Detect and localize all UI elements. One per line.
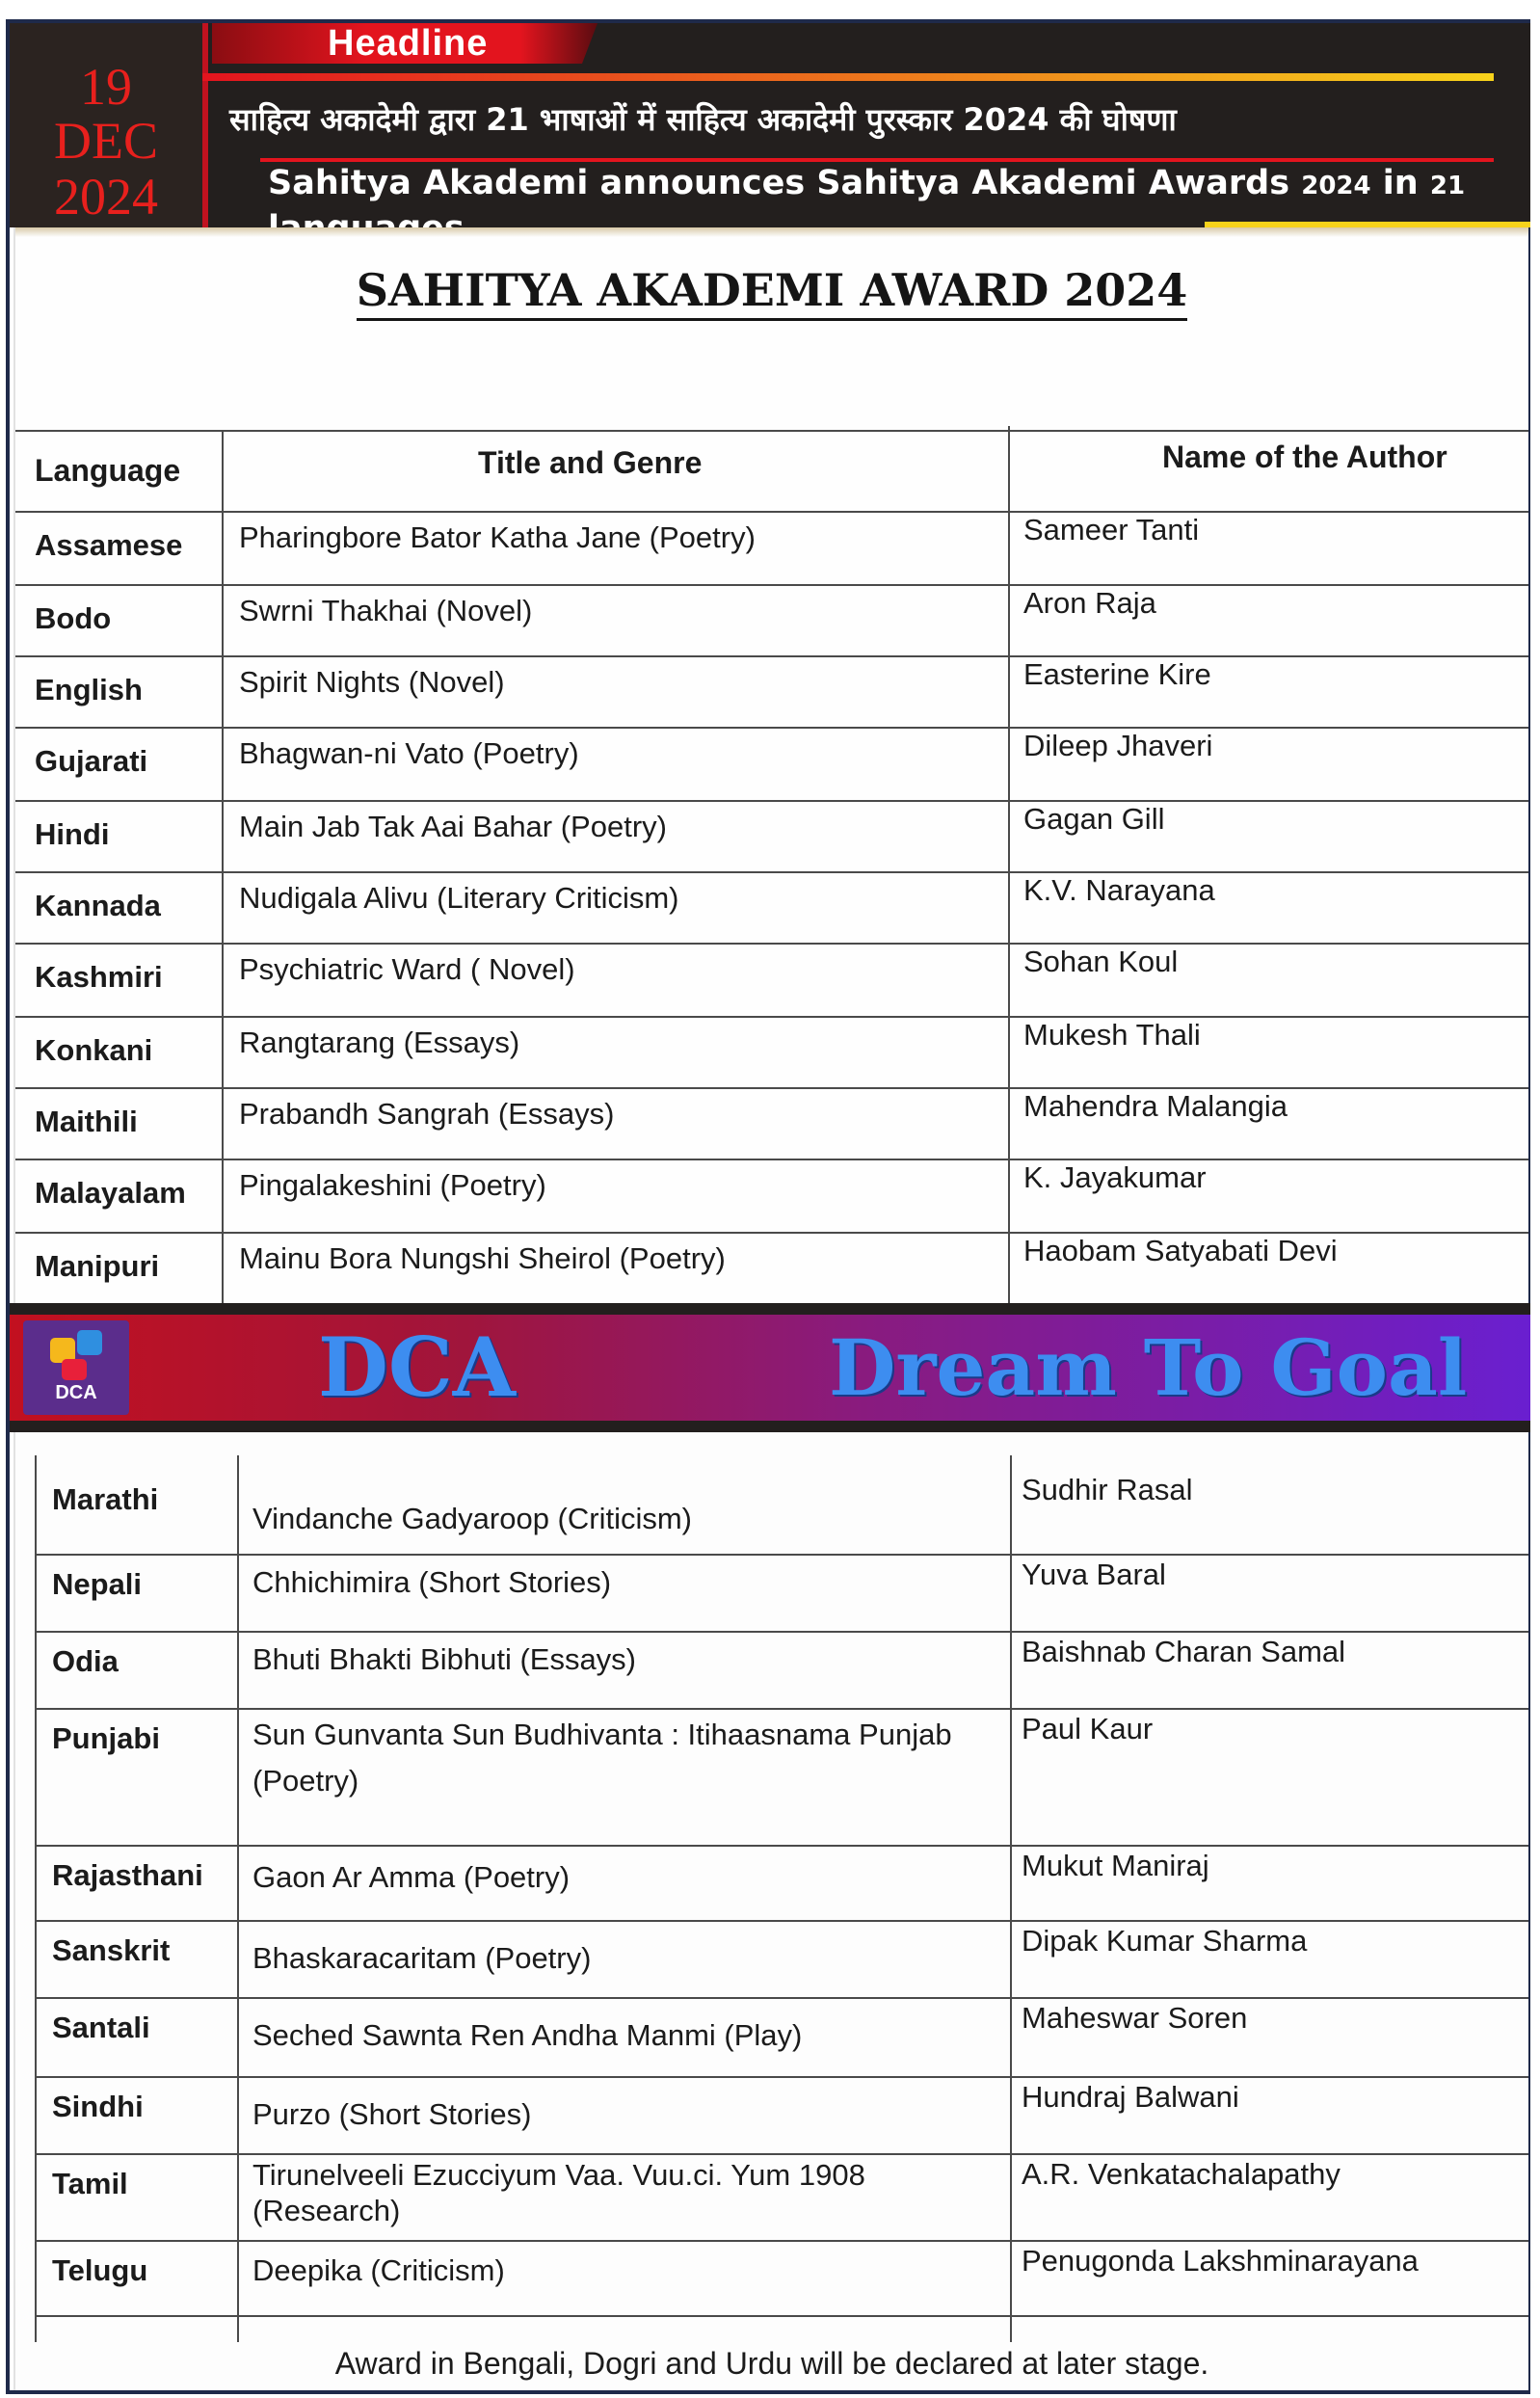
table-cell-title: Pharingbore Bator Katha Jane (Poetry) — [239, 520, 756, 554]
table-cell-author: Mukut Maniraj — [1022, 1849, 1209, 1882]
column-header-author: Name of the Author — [1162, 440, 1447, 474]
table-cell-title: Seched Sawnta Ren Andha Manmi (Play) — [252, 2018, 803, 2052]
table-cell-title: Pingalakeshini (Poetry) — [239, 1168, 546, 1202]
table-cell-language: Konkani — [35, 1033, 153, 1067]
headline-english-year: 2024 — [1301, 172, 1371, 200]
banner-slogan: Dream To Goal — [829, 1322, 1468, 1413]
table-cell-language: Santali — [52, 2011, 150, 2044]
table-rule — [15, 584, 1528, 586]
table-cell-author: K.V. Narayana — [1023, 873, 1215, 907]
date-day: 19 — [80, 58, 132, 116]
table-rule — [15, 430, 1528, 432]
table-cell-title: Vindanche Gadyaroop (Criticism) — [252, 1502, 693, 1535]
date-box — [10, 23, 208, 227]
table-cell-author: Hundraj Balwani — [1022, 2080, 1239, 2114]
table-col-divider — [1010, 1455, 1012, 2342]
table-cell-language: Tamil — [52, 2167, 128, 2200]
document-title — [15, 264, 1528, 316]
table-cell-title: Bhagwan-ni Vato (Poetry) — [239, 736, 579, 770]
table-cell-author: Dipak Kumar Sharma — [1022, 1924, 1308, 1958]
headline-hindi: साहित्य अकादेमी द्वारा 21 भाषाओं में साहित्य अकादेमी पुरस्कार 2024 की घोषणा — [229, 101, 1177, 138]
logo-text: DCA — [55, 1382, 97, 1403]
table-cell-title: Purzo (Short Stories) — [252, 2097, 532, 2131]
table-cell-language: Hindi — [35, 817, 110, 851]
table-cell-author: Easterine Kire — [1023, 657, 1211, 691]
headline-header — [10, 23, 1530, 227]
table-rule — [15, 943, 1528, 945]
table-rule — [15, 511, 1528, 513]
table-rule — [35, 2076, 1528, 2078]
table-cell-author: Yuva Baral — [1022, 1558, 1166, 1591]
table-cell-language: Marathi — [52, 1482, 159, 1516]
table-cell-language: Gujarati — [35, 744, 148, 778]
table-cell-title: Mainu Bora Nungshi Sheirol (Poetry) — [239, 1241, 726, 1275]
table-rule — [15, 871, 1528, 873]
table-cell-language: Odia — [52, 1644, 119, 1678]
table-cell-title: Spirit Nights (Novel) — [239, 665, 505, 699]
table-cell-author: Mahendra Malangia — [1023, 1089, 1288, 1123]
table-cell-language: Telugu — [52, 2253, 148, 2287]
table-col-divider — [222, 430, 224, 1303]
table-cell-author: Baishnab Charan Samal — [1022, 1635, 1346, 1668]
table-cell-title: Swrni Thakhai (Novel) — [239, 594, 533, 627]
table-cell-title: Main Jab Tak Aai Bahar (Poetry) — [239, 810, 667, 843]
table-cell-title: Chhichimira (Short Stories) — [252, 1565, 612, 1599]
headline-english-in: in — [1370, 164, 1430, 202]
date-month: DEC — [54, 112, 158, 170]
table-cell-author: Penugonda Lakshminarayana — [1022, 2244, 1419, 2278]
table-rule — [15, 1016, 1528, 1018]
table-cell-title: Tirunelveeli Ezucciyum Vaa. Vuu.ci. Yum 1908 (Research) — [252, 2158, 865, 2228]
table-rule — [15, 1087, 1528, 1089]
table-rule — [35, 2240, 1528, 2242]
table-cell-author: Sameer Tanti — [1023, 513, 1200, 546]
table-cell-author: Gagan Gill — [1023, 802, 1165, 836]
puzzle-piece-icon — [77, 1330, 102, 1355]
headline-english-num: 21 — [1429, 172, 1466, 200]
table-cell-language: Kannada — [35, 889, 161, 922]
document-page-2 — [13, 1432, 1528, 2390]
table-rule — [35, 1920, 1528, 1922]
column-header-language: Language — [35, 453, 181, 488]
table-rule — [35, 1845, 1528, 1847]
table-rule — [35, 1997, 1528, 1999]
table-rule — [35, 2315, 1528, 2317]
table-col-divider — [1008, 426, 1010, 1303]
table-cell-author: Mukesh Thali — [1023, 1018, 1201, 1052]
table-cell-language: Sanskrit — [52, 1933, 171, 1967]
date-year: 2024 — [54, 168, 158, 226]
table-cell-language: Manipuri — [35, 1249, 160, 1283]
table-col-divider — [237, 1455, 239, 2342]
table-cell-title: Bhuti Bhakti Bibhuti (Essays) — [252, 1642, 637, 1676]
document-title-text: SAHITYA AKADEMI AWARD 2024 — [357, 264, 1188, 321]
table-cell-author: Maheswar Soren — [1022, 2001, 1248, 2035]
banner-dca-text: DCA — [318, 1319, 516, 1415]
table-cell-title: Psychiatric Ward ( Novel) — [239, 952, 575, 986]
dca-logo — [23, 1320, 129, 1415]
dca-banner — [10, 1303, 1530, 1432]
table-cell-language: Assamese — [35, 528, 183, 562]
table-cell-language: Punjabi — [52, 1721, 160, 1755]
table-cell-language: Malayalam — [35, 1176, 186, 1210]
table-cell-title: Bhaskaracaritam (Poetry) — [252, 1941, 592, 1975]
headline-english-main: Sahitya Akademi announces Sahitya Akademi Awards — [268, 164, 1302, 202]
table-cell-author: Sudhir Rasal — [1022, 1473, 1193, 1506]
headline-label: Headline — [328, 23, 489, 64]
table-cell-language: English — [35, 673, 143, 706]
table-cell-language: Kashmiri — [35, 960, 163, 994]
table-cell-title: Sun Gunvanta Sun Budhivanta : Itihaasnama Punjab (Poetry) — [252, 1718, 952, 1798]
table-rule — [15, 1159, 1528, 1160]
table-rule — [15, 655, 1528, 657]
footer-note: Award in Bengali, Dogri and Urdu will be declared at later stage. — [334, 2346, 1209, 2381]
puzzle-piece-icon — [62, 1359, 87, 1380]
table-cell-author: Sohan Koul — [1023, 945, 1179, 978]
table-col-divider — [35, 1455, 37, 2342]
table-rule — [35, 1554, 1528, 1556]
table-rule — [15, 727, 1528, 729]
column-header-title: Title and Genre — [478, 445, 703, 480]
table-cell-title: Deepika (Criticism) — [252, 2253, 505, 2287]
table-cell-author: K. Jayakumar — [1023, 1160, 1207, 1194]
table-rule — [35, 1631, 1528, 1633]
table-cell-author: Paul Kaur — [1022, 1712, 1154, 1745]
table-cell-language: Maithili — [35, 1105, 138, 1138]
table-cell-language: Bodo — [35, 601, 112, 635]
table-cell-title: Gaon Ar Amma (Poetry) — [252, 1860, 571, 1894]
table-cell-language: Sindhi — [52, 2090, 144, 2123]
table-rule — [35, 2153, 1528, 2155]
table-cell-language: Rajasthani — [52, 1858, 203, 1892]
accent-stripe — [202, 73, 1494, 81]
table-cell-author: Haobam Satyabati Devi — [1023, 1234, 1338, 1267]
table-cell-title: Rangtarang (Essays) — [239, 1026, 520, 1059]
table-cell-title: Prabandh Sangrah (Essays) — [239, 1097, 615, 1131]
table-rule — [15, 800, 1528, 802]
table-cell-author: A.R. Venkatachalapathy — [1022, 2157, 1341, 2191]
document-page-1 — [13, 227, 1528, 1303]
table-rule — [35, 1708, 1528, 1710]
table-cell-title: Nudigala Alivu (Literary Criticism) — [239, 881, 679, 915]
table-cell-author: Dileep Jhaveri — [1023, 729, 1213, 762]
table-cell-author: Aron Raja — [1023, 586, 1156, 620]
table-cell-language: Nepali — [52, 1567, 143, 1601]
